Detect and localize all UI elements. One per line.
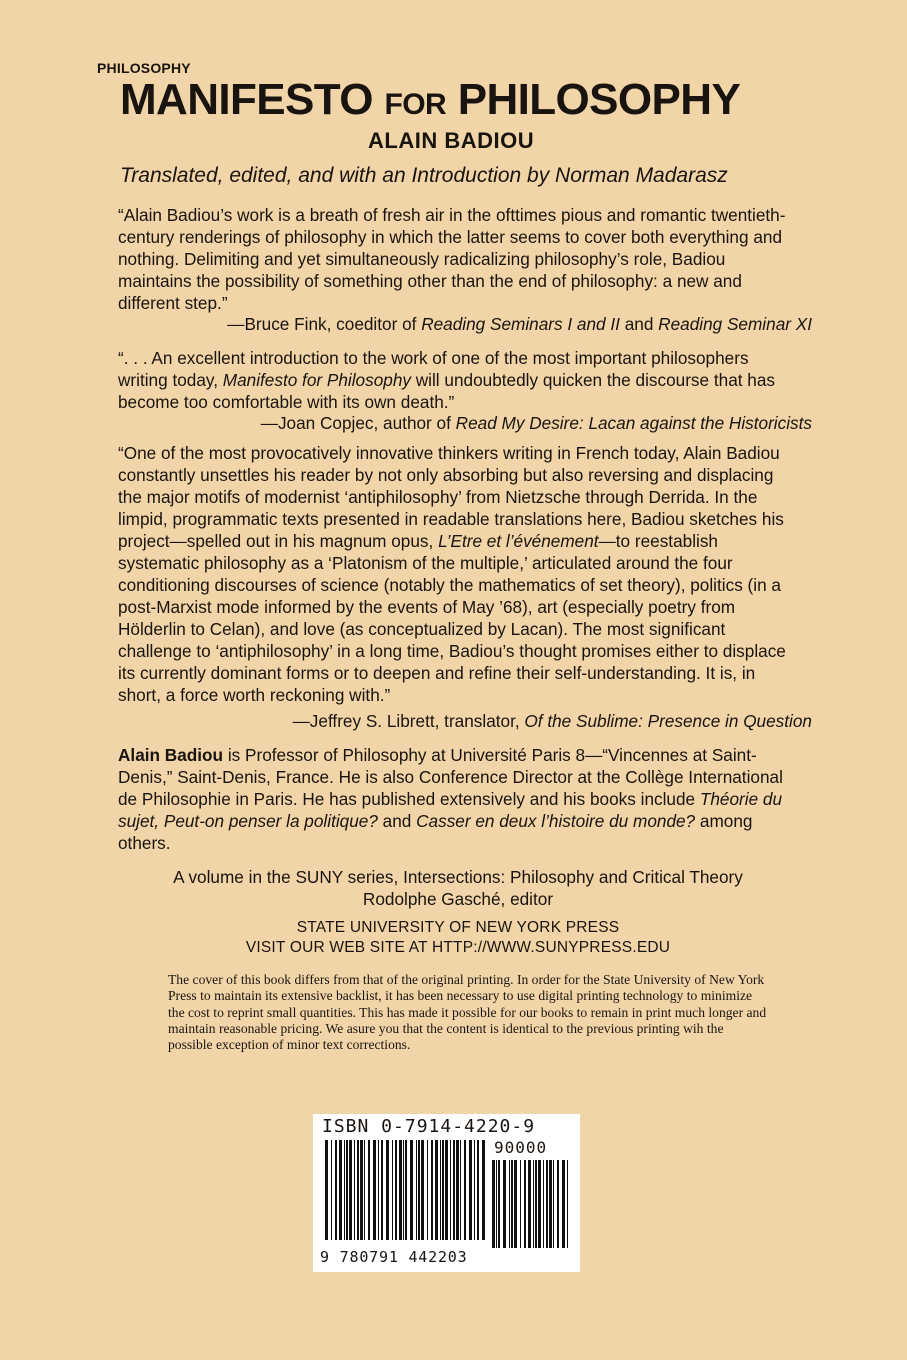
bio-name: Alain Badiou	[118, 745, 224, 765]
barcode-bar	[373, 1140, 376, 1240]
barcode-bar	[360, 1140, 363, 1240]
isbn-number: ISBN 0-7914-4220-9	[322, 1116, 536, 1137]
barcode-bar	[399, 1140, 402, 1240]
barcode-bar	[354, 1140, 355, 1240]
barcode-bar	[492, 1160, 495, 1248]
barcode-bar	[528, 1160, 531, 1248]
title-part-2: FOR	[384, 88, 447, 121]
bio-text: and	[377, 811, 417, 831]
barcode-bar	[435, 1140, 438, 1240]
bio-books: Théorie du sujet, Peut-on penser la politique?	[118, 789, 783, 831]
author-bio	[118, 744, 798, 854]
barcode-bar	[442, 1140, 444, 1240]
title-part-1: MANIFESTO	[120, 75, 373, 124]
barcode-bar	[503, 1160, 506, 1248]
blurb-quote-1: “Alain Badiou’s work is a breath of fresh air in the ofttimes pious and romantic twentieth-century renderings of philosophy in which the latter seems to cover both everything and nothing. Delimiting and yet simultaneously radicalizing philosophy’s role, Badiou maintains the possibility of something other than the end of philosophy: a new and different step.”	[118, 205, 786, 313]
attribution-text: —Joan Copjec, author of	[260, 413, 456, 433]
barcode-bar	[509, 1160, 510, 1248]
blurb-quote-3	[118, 442, 798, 706]
barcode-bar	[482, 1140, 485, 1240]
barcode-bar	[416, 1140, 417, 1240]
barcode-bar	[511, 1160, 513, 1248]
barcode-bar	[410, 1140, 413, 1240]
price-code: 90000	[494, 1138, 548, 1157]
blurb-attribution-2	[118, 412, 812, 434]
barcode-bar	[538, 1160, 541, 1248]
publisher-info	[118, 918, 798, 958]
price-barcode-bars	[492, 1160, 572, 1248]
category-label: PHILOSOPHY	[97, 60, 191, 76]
barcode-bar	[464, 1140, 466, 1240]
barcode-bar	[498, 1160, 500, 1248]
printing-note: The cover of this book differs from that of the original printing. In order for the State University of New York Press to maintain its extensive backlist, it has been necessary to use digital printing technology to minimize the cost to reprint small quantities. This has made it possible for our books to remain in print much longer and maintain reasonable pricing. We asure you that the content is identical to the previous printing wih the possible exception of minor text corrections.	[168, 972, 767, 1053]
series-info	[118, 866, 798, 910]
publisher-name: STATE UNIVERSITY OF NEW YORK PRESS	[296, 919, 620, 936]
quote-text: will undoubtedly quicken the discourse that has become too comfortable with its own death.”	[118, 370, 776, 412]
barcode-bar	[450, 1140, 451, 1240]
barcode-bar	[405, 1140, 407, 1240]
barcode-bar	[535, 1160, 537, 1248]
barcode-bar	[335, 1140, 337, 1240]
barcode-bar	[325, 1140, 328, 1240]
barcode-bar	[469, 1140, 472, 1240]
quote-text: —to reestablish systematic philosophy as a ‘Platonism of the multiple,’ articulated around the four conditioning discourses of science (notably the mathematics of set theory), politics (in a post-Marxist mode informed by the events of May ’68), art (especially poetry from Hölderlin to Celan), and love (as conceptualized by Lacan). The most significant challenge to ‘antiphilosophy’ in a long time, Badiou’s thought promises either to displace its currently dominant forms or to deepen and refine their self-understanding. It is, in short, a force worth reckoning with.”	[118, 531, 786, 705]
barcode-bar	[344, 1140, 345, 1240]
quote-text: “One of the most provocatively innovative thinkers writing in French today, Alain Badiou constantly unsettles his reader by not only absorbing but also reversing and displacing the major motifs of modernist ‘antiphilosophy’ from Nietzsche through Derrida. In the limpid, programmatic texts presented in readable translations here, Badiou sketches his project—spelled out in his magnum opus,	[118, 443, 784, 551]
attribution-text: —Jeffrey S. Librett, translator,	[292, 711, 525, 731]
barcode-bar	[395, 1140, 397, 1240]
bio-text: among others.	[118, 811, 753, 853]
barcode-bar	[357, 1140, 359, 1240]
barcode-bar	[567, 1160, 568, 1248]
barcode-bar	[421, 1140, 424, 1240]
barcode-bar	[445, 1140, 448, 1240]
barcode-bar	[386, 1140, 389, 1240]
barcode-bar	[496, 1160, 497, 1248]
barcode-bar	[364, 1140, 365, 1240]
quote-title: L’Etre et l’événement	[438, 531, 599, 551]
translator-credit: Translated, edited, and with an Introduction by Norman Madarasz	[120, 164, 728, 187]
barcode-bar	[349, 1140, 352, 1240]
bio-text: is Professor of Philosophy at Université Paris 8—“Vincennes at Saint-Denis,” Saint-Denis, France. He is also Conference Director at the Collège International de Philosophie in Paris. He has published extensively and his books include	[118, 745, 783, 809]
barcode-bar	[533, 1160, 534, 1248]
barcode-bar	[453, 1140, 455, 1240]
attribution-work: Of the Sublime: Presence in Question	[524, 711, 812, 731]
author-name: ALAIN BADIOU	[368, 128, 535, 153]
barcode-bar	[456, 1140, 459, 1240]
barcode-bar	[520, 1160, 521, 1248]
barcode-bar	[474, 1140, 475, 1240]
barcode-bar	[514, 1160, 517, 1248]
barcode-bar	[427, 1140, 428, 1240]
barcode-bar	[331, 1140, 332, 1240]
attribution-text: —Bruce Fink, coeditor of	[227, 314, 422, 334]
publisher-website: VISIT OUR WEB SITE AT HTTP://WWW.SUNYPRESS.EDU	[245, 939, 671, 956]
blurb-attribution-3	[118, 710, 812, 732]
barcode-bar	[378, 1140, 379, 1240]
attribution-work: Reading Seminar XI	[658, 314, 812, 334]
barcode-bar	[553, 1160, 554, 1248]
series-editor: Rodolphe Gasché, editor	[362, 889, 554, 909]
book-title	[120, 76, 740, 124]
barcode-bar	[381, 1140, 383, 1240]
quote-text: “. . . An excellent introduction to the work of one of the most important philosophers writing today,	[118, 348, 749, 390]
series-line: A volume in the SUNY series, Intersections: Philosophy and Critical Theory	[173, 867, 743, 887]
bio-books: Casser en deux l’histoire du monde?	[416, 811, 696, 831]
barcode-bar	[524, 1160, 526, 1248]
barcode-bar	[557, 1160, 559, 1248]
barcode-bar	[368, 1140, 370, 1240]
barcode-bar	[431, 1140, 433, 1240]
barcode-bar	[346, 1140, 348, 1240]
barcode-bar	[549, 1160, 552, 1248]
barcode-bar	[418, 1140, 420, 1240]
quote-title: Manifesto for Philosophy	[222, 370, 411, 390]
barcode-bar	[339, 1140, 342, 1240]
attribution-text: and	[619, 314, 659, 334]
barcode-bar	[562, 1160, 565, 1248]
attribution-work: Reading Seminars I and II	[421, 314, 620, 334]
barcode-bar	[392, 1140, 393, 1240]
blurb-attribution-1	[118, 313, 812, 335]
barcode-bar	[460, 1140, 461, 1240]
ean-number: 9 780791 442203	[320, 1248, 468, 1266]
barcode-bar	[546, 1160, 548, 1248]
barcode-bar	[440, 1140, 441, 1240]
ean-barcode-bars	[325, 1140, 485, 1240]
barcode-bar	[403, 1140, 404, 1240]
attribution-work: Read My Desire: Lacan against the Historicists	[455, 413, 812, 433]
barcode-bar	[543, 1160, 544, 1248]
barcode-bar	[477, 1140, 479, 1240]
title-part-3: PHILOSOPHY	[457, 75, 741, 124]
blurb-quote-2	[118, 347, 798, 413]
